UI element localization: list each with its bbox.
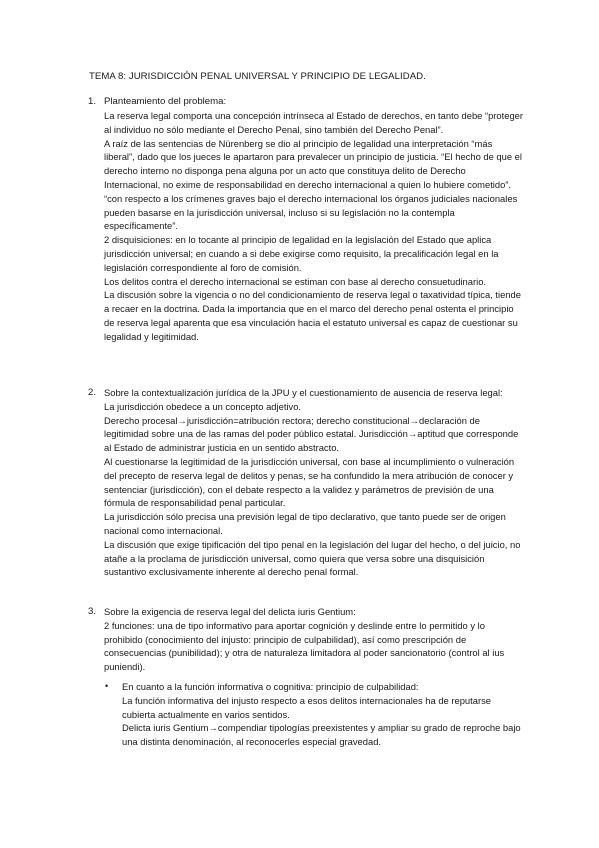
- paragraph: Los delitos contra el derecho internacional se estiman con base al derecho consuetudinario.: [104, 275, 487, 287]
- section-3-body: [104, 605, 526, 674]
- section-3-number: 3.: [88, 606, 97, 617]
- paragraph: La jurisdicción sólo precisa una previsión legal de tipo declarativo, que tanto puede ser de origen nacional como internacional.: [104, 511, 506, 536]
- paragraph: A raíz de las sentencias de Nürenberg se dio al principio de legalidad una interpretación “más liberal”, dado que los jueces le apartaron para prevalecer un principio de justicia. “El hecho de que el derecho interno no disponga pena alguna por un acto que constituya delito de Derecho Internacional, no exime de responsabilidad en derecho internacional a quien lo hubiere cometido”. “con respecto a los crímenes graves bajo el derecho internacional los órganos judiciales nacionales pueden basarse en la jurisdicción universal, incluso si su legislación no la contempla específicamente”.: [104, 137, 522, 232]
- bullet-line: Delicta iuris Gentium→compendiar tipologías preexistentes y ampliar su grado de reproche bajo una distinta denominación, al reconocerles especial gravedad.: [122, 722, 521, 748]
- paragraph: La reserva legal comporta una concepción intrínseca al Estado de derechos, en tanto debe “proteger al individuo no sólo mediante el Derecho Penal, sino también del Derecho Penal”.: [104, 110, 524, 135]
- section-1-number: 1.: [88, 96, 97, 107]
- bullet-line: La función informativa del injusto respecto a esos delitos internacionales ha de reputarse cubierta actualmente en varios sentidos.: [122, 694, 491, 720]
- paragraph: La discusión que exige tipificación del tipo penal en la legislación del lugar del hecho, o del juicio, no atañe a la proclama de jurisdicción universal, como quiera que versa sobre una disquisición sustantivo exclusivamente inherente al derecho penal formal.: [104, 538, 521, 578]
- bullet-item: [122, 680, 526, 749]
- paragraph: 2 disquisiciones: en lo tocante al principio de legalidad en la legislación del Estado que aplica jurisdicción universal; en cuando a si debe exigirse como requisito, la precalificación legal en la legislación correspondiente al foro de comisión.: [104, 234, 499, 273]
- section-2-body: [104, 386, 526, 579]
- section-3-heading: Sobre la exigencia de reserva legal del delicta iuris Gentium:: [104, 606, 356, 617]
- paragraph: La discusión sobre la vigencia o no del condicionamiento de reserva legal o taxatividad típica, tiende a recaer en la doctrina. Dada la importancia que en el marco del derecho penal ostenta el principio de reserva legal aparenta que esa vinculación hacia el estatuto universal es capaz de cuestionar su legalidad y legitimidad.: [104, 289, 521, 342]
- paragraph: La jurisdicción obedece a un concepto adjetivo.: [104, 400, 302, 412]
- paragraph: 2 funciones: una de tipo informativo para aportar cognición y deslinde entre lo permitido y lo prohibido (conocimiento del injusto: principio de culpabilidad), así como prescripción de consecuencias (punibilidad); y otra de naturaleza limitadora al poder sancionatorio (control al ius puniendi).: [104, 619, 505, 673]
- section-2-heading: Sobre la contextualización jurídica de la JPU y el cuestionamiento de ausencia de reserva legal:: [104, 387, 503, 398]
- paragraph: Derecho procesal→jurisdicción=atribución rectora; derecho constitucional→declaración de legitimidad sobre una de las ramas del poder público estatal. Jurisdicción→aptitud que corresponde al Estado de administrar justicia en un sentido abstracto.: [104, 414, 519, 454]
- bullet-line: En cuanto a la función informativa o cognitiva: principio de culpabilidad:: [122, 681, 419, 692]
- paragraph: Al cuestionarse la legitimidad de la jurisdicción universal, con base al incumplimiento o vulneración del precepto de reserva legal de delitos y penas, se ha confundido la mera atribución de conocer y sentenciar (jurisdicción), con el debate respecto a la validez y parámetros de previsión de una fórmula de responsabilidad penal particular.: [104, 455, 515, 509]
- document-title: TEMA 8: JURISDICCIÓN PENAL UNIVERSAL Y PRINCIPIO DE LEGALIDAD.: [89, 71, 426, 82]
- section-1-body: [104, 109, 524, 344]
- bullet-marker: •: [105, 681, 109, 691]
- section-1-heading: Planteamiento del problema:: [104, 96, 227, 107]
- section-2-number: 2.: [88, 387, 97, 398]
